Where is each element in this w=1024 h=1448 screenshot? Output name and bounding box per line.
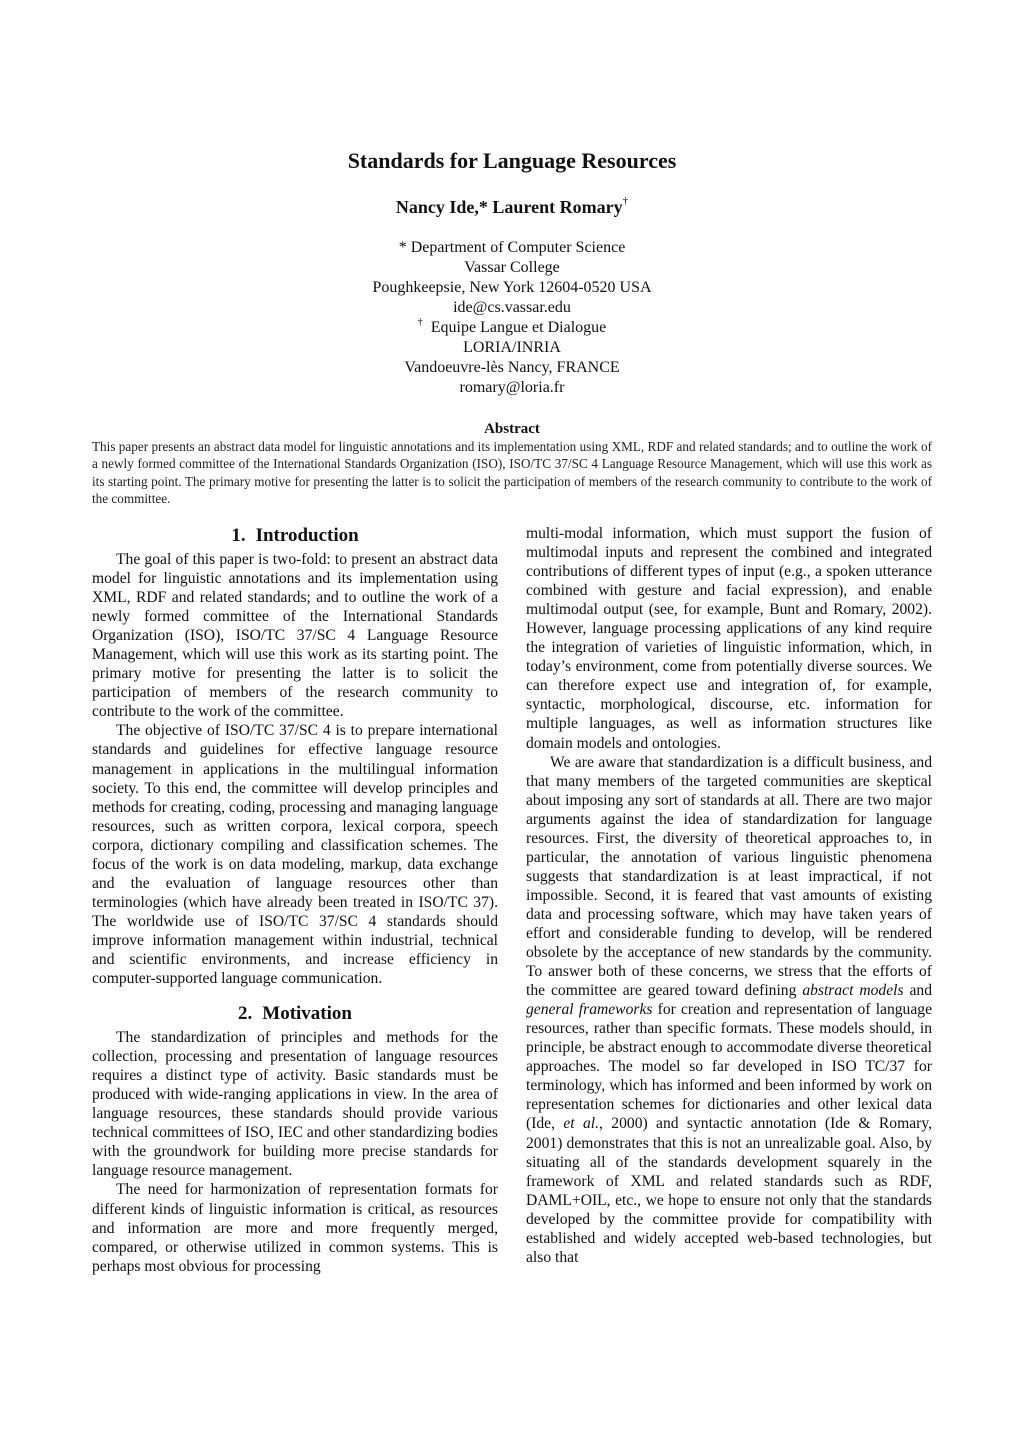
author-romary: Laurent Romary xyxy=(492,197,623,217)
section-heading-motivation xyxy=(92,1002,498,1026)
affiliation-line: Poughkeepsie, New York 12604-0520 USA xyxy=(372,279,652,296)
section-number: 1. xyxy=(231,525,246,546)
affiliation-email: ide@cs.vassar.edu xyxy=(453,299,571,316)
paper-title: Standards for Language Resources xyxy=(347,148,677,173)
affiliation-line-dagger xyxy=(0,318,1024,338)
right-column xyxy=(526,524,932,1267)
emphasis-text: et al. xyxy=(563,1115,600,1133)
text-run: We are aware that standardization is a difficult business, and that many members of the targeted communities are skeptical about imposing any sort of standards at all. There are two major arguments against the idea of standardization for language resources. First, the diversity of theoretical approaches to, in particular, the annotation of various linguistic phenomena suggests that standardization is at least impractical, if not impossible. Second, it is feared that vast amounts of existing data and processing software, which may have taken years of effort and considerable funding to develop, will be rendered obsolete by the acceptance of new standards by the community. To answer both of these concerns, we stress that the efforts of the committee are geared toward defining xyxy=(526,753,932,1000)
affiliation-line: LORIA/INRIA xyxy=(463,339,561,356)
affiliation-line: Vandoeuvre-lès Nancy, FRANCE xyxy=(404,359,620,376)
text-run: and xyxy=(909,982,932,1000)
paragraph: The need for harmonization of representation formats for different kinds of linguistic information is critical, as resources and information are more and more frequently merged, compared, or otherwise utilized in common systems. This is perhaps most obvious for processing xyxy=(92,1181,498,1275)
section-number: 2. xyxy=(238,1003,253,1025)
section-title: Motivation xyxy=(262,1003,352,1025)
abstract-heading: Abstract xyxy=(484,421,540,437)
paragraph: multi-modal information, which must support the fusion of multimodal inputs and represent the combined and integrated contributions of different types of input (e.g., a spoken utterance combined with gesture and facial expression), and enable multimodal output (see, for example, Bunt and Romary, 2002). However, language processing applications of any kind require the integration of varieties of linguistic information, which, in today’s environment, come from potentially diverse sources. We can therefore expect use and integration of, for example, syntactic, morphological, discourse, etc. information for multiple languages, as well as information structures like domain models and ontologies. xyxy=(526,525,932,752)
abstract-text: This paper presents an abstract data model for linguistic annotations and its implementation using XML, RDF and related standards; and to outline the work of a newly formed committee of the International Standards Organization (ISO), ISO/TC 37/SC 4 Language Resource Management, which will use this work as its starting point. The primary motive for presenting the latter is to solicit the participation of members of the research community to contribute to the work of the committee. xyxy=(92,439,932,507)
author-line xyxy=(0,195,1024,219)
dagger-mark: † xyxy=(417,317,423,328)
emphasis-text: general frameworks xyxy=(526,1001,653,1019)
affiliations xyxy=(0,238,1024,398)
affiliation-email: romary@loria.fr xyxy=(459,379,565,396)
dagger-mark: † xyxy=(622,195,629,207)
left-column xyxy=(92,524,498,1276)
affiliation-line: Vassar College xyxy=(464,259,560,276)
section-title: Introduction xyxy=(255,525,359,546)
paragraph: The objective of ISO/TC 37/SC 4 is to prepare international standards and guidelines for effective language resource management in applications in the multilingual information society. To this end, the committee will develop principles and methods for creating, coding, processing and managing language resources, such as written corpora, lexical corpora, speech corpora, dictionary compiling and classification schemes. The focus of the work is on data modeling, markup, data exchange and the evaluation of language resources other than terminologies (which have already been treated in ISO/TC 37). The worldwide use of ISO/TC 37/SC 4 standards should improve information management within industrial, technical and scientific environments, and increase efficiency in computer-supported language communication. xyxy=(92,722,498,988)
affiliation-text: Equipe Langue et Dialogue xyxy=(430,319,607,336)
paragraph xyxy=(526,753,932,1267)
affiliation-line: * Department of Computer Science xyxy=(398,239,626,256)
emphasis-text: abstract models xyxy=(802,982,904,1000)
section-heading-introduction xyxy=(92,524,498,548)
text-run: , 2000) and syntactic annotation (Ide & Romary, 2001) demonstrates that this is not an unrealizable goal. Also, by situating all of the standards development squarely in the framework of XML and related standards such as RDF, DAML+OIL, etc., we hope to ensure not only that the standards developed by the committee provide for compatibility with established and widely accepted web-based technologies, but also that xyxy=(526,1115,933,1266)
text-run: for creation and representation of language resources, rather than specific formats. These models should, in principle, be abstract enough to accommodate diverse theoretical approaches. The model so far developed in ISO TC/37 for terminology, which has informed and been informed by work on representation schemes for dictionaries and other lexical data (Ide, xyxy=(526,1001,932,1133)
author-ide: Nancy Ide,* xyxy=(395,197,488,217)
paragraph: The standardization of principles and methods for the collection, processing and presentation of language resources requires a distinct type of activity. Basic standards must be produced with wide-ranging applications in view. In the area of language resources, these standards should provide various technical committees of ISO, IEC and other standardizing bodies with the groundwork for building more precise standards for language resource management. xyxy=(92,1029,498,1180)
paragraph: The goal of this paper is two-fold: to present an abstract data model for linguistic annotations and its implementation using XML, RDF and related standards; and to outline the work of a newly formed committee of the International Standards Organization (ISO), ISO/TC 37/SC 4 Language Resource Management, which will use this work as its starting point. The primary motive for presenting the latter is to solicit the participation of members of the research community to contribute to the work of the committee. xyxy=(92,551,498,721)
